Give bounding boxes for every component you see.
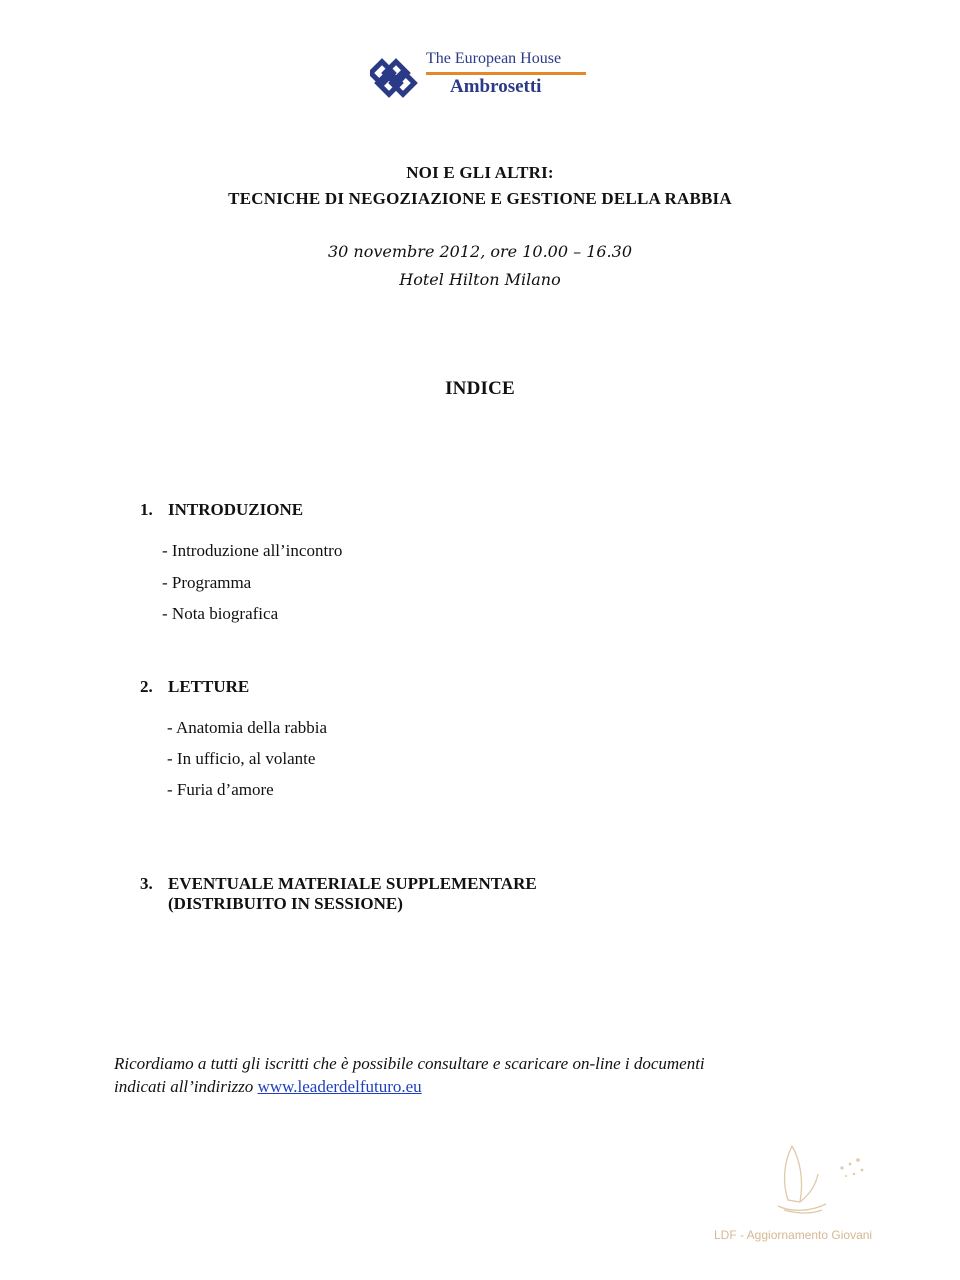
section-1-item-2: - Programma — [162, 573, 252, 592]
footer-note-line1: Ricordiamo a tutti gli iscritti che è possibile consultare e scaricare on-line i documenti — [114, 1054, 705, 1073]
section-number: 2. — [140, 677, 153, 696]
footer-note-line2 — [114, 1075, 854, 1098]
section-title: EVENTUALE MATERIALE SUPPLEMENTARE — [168, 874, 537, 893]
section-1-heading — [140, 500, 303, 520]
section-title: INTRODUZIONE — [168, 500, 304, 519]
section-title-continuation: (DISTRIBUITO IN SESSIONE) — [168, 894, 403, 913]
section-2-heading — [140, 677, 249, 697]
section-2-item-1: - Anatomia della rabbia — [167, 718, 328, 737]
index-heading: INDICE — [445, 378, 515, 399]
footer-note — [114, 1052, 854, 1098]
section-3-heading — [140, 874, 537, 914]
logo-line2: Ambrosetti — [450, 76, 542, 97]
section-title: LETTURE — [168, 677, 250, 696]
sailboat-icon — [770, 1140, 870, 1220]
event-venue: Hotel Hilton Milano — [399, 270, 561, 289]
ambrosetti-logo-icon — [370, 56, 420, 98]
logo-line1: The European House — [426, 50, 562, 67]
event-title-line2: TECNICHE DI NEGOZIAZIONE E GESTIONE DELLA RABBIA — [228, 189, 732, 208]
footer-note-prefix: indicati all’indirizzo — [114, 1077, 254, 1096]
ambrosetti-logo — [370, 50, 600, 102]
section-number: 3. — [140, 874, 153, 893]
section-1-item-1: - Introduzione all’incontro — [162, 541, 343, 560]
brand-label: LDF - Aggiornamento Giovani — [714, 1228, 873, 1242]
event-date: 30 novembre 2012, ore 10.00 – 16.30 — [327, 242, 632, 261]
section-1-item-3: - Nota biografica — [162, 604, 279, 623]
section-2-item-3: - Furia d’amore — [167, 780, 274, 799]
section-number: 1. — [140, 500, 153, 519]
section-2-item-2: - In ufficio, al volante — [167, 749, 316, 768]
logo-divider — [426, 72, 586, 75]
website-link[interactable]: www.leaderdelfuturo.eu — [257, 1077, 422, 1096]
event-title-line1: NOI E GLI ALTRI: — [406, 163, 554, 182]
